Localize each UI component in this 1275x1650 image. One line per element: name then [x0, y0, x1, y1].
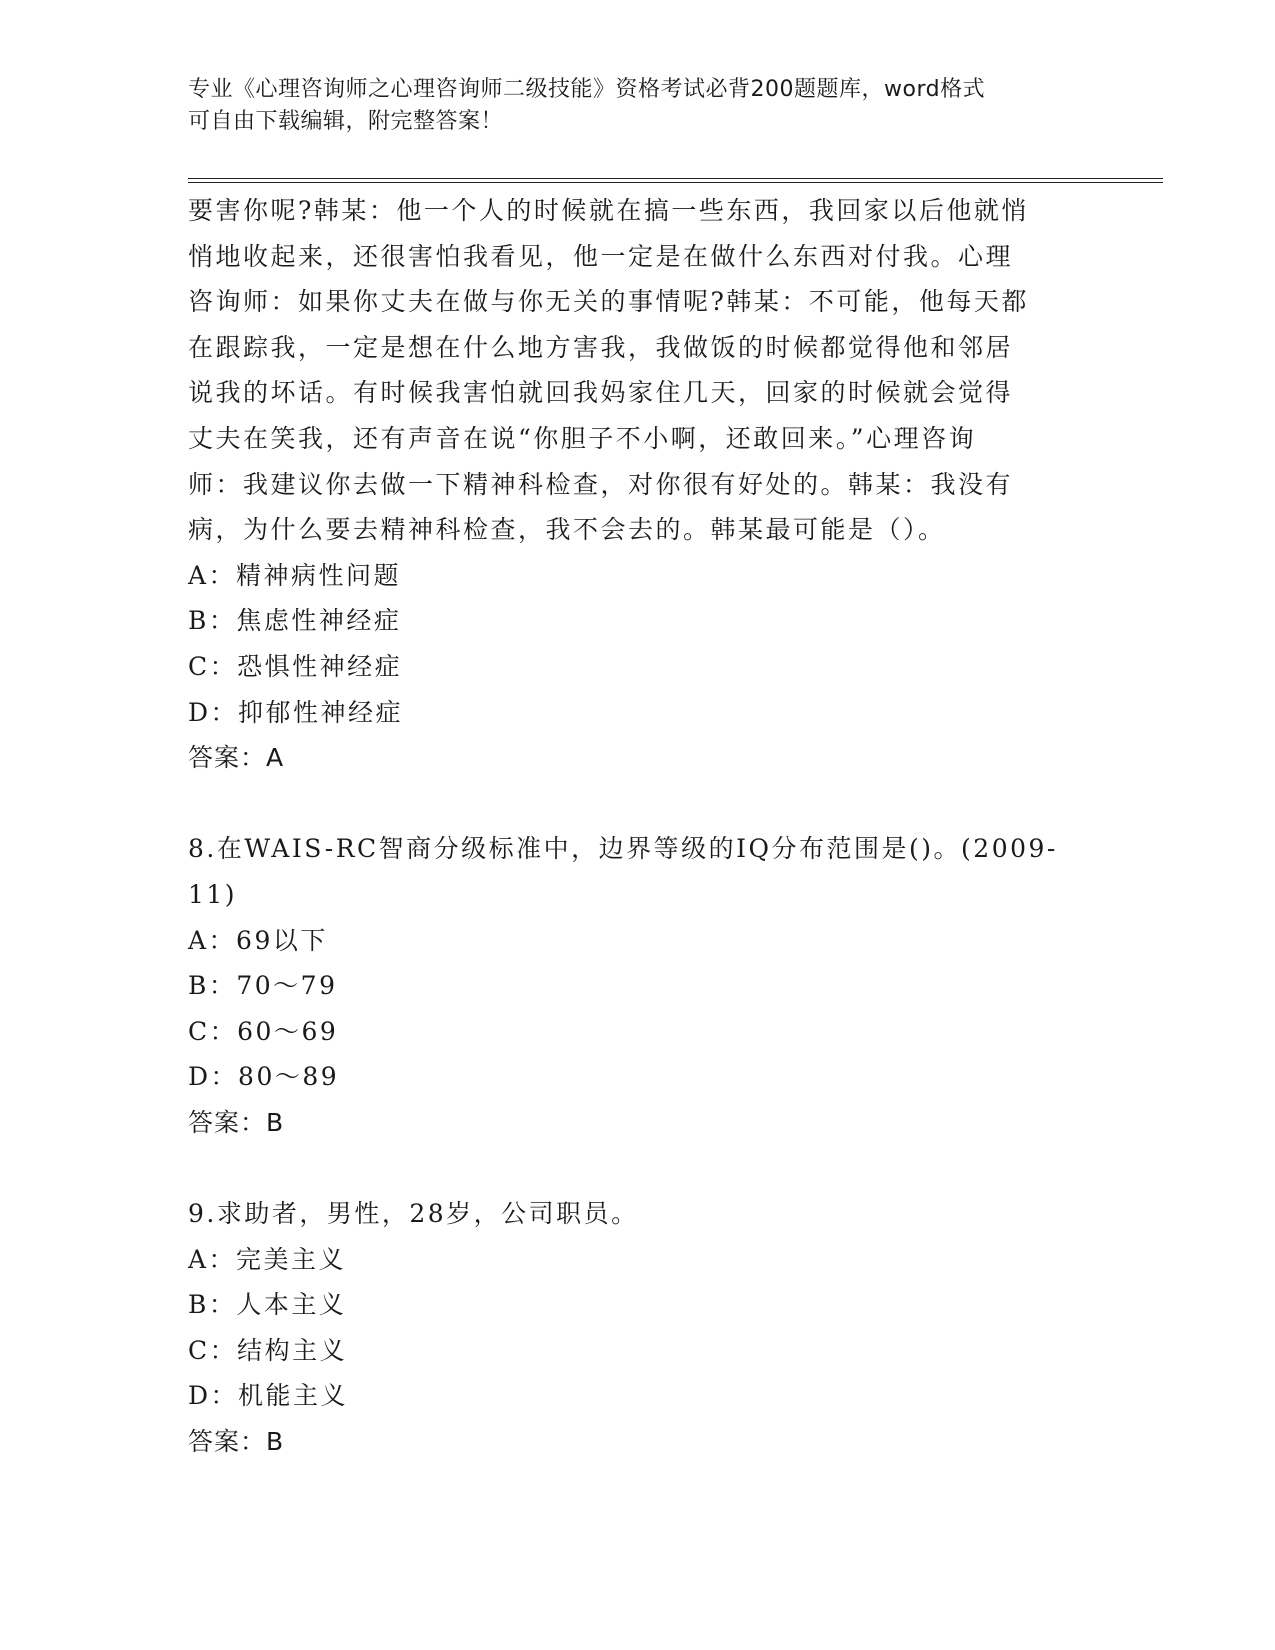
question-8-option-c: C：60～69: [188, 1016, 339, 1046]
question-7-stem-line: 悄地收起来，还很害怕我看见，他一定是在做什么东西对付我。心理: [188, 241, 1014, 271]
header-title-line-1: 专业《心理咨询师之心理咨询师二级技能》资格考试必背200题题库，word格式: [188, 77, 986, 102]
question-7-stem-line: 在跟踪我，一定是想在什么地方害我，我做饭的时候都觉得他和邻居: [188, 332, 1014, 362]
question-7-stem-line: 病，为什么要去精神科检查，我不会去的。韩某最可能是（）。: [188, 515, 946, 545]
question-9: [188, 1191, 1078, 1465]
header-double-rule: [188, 178, 1163, 183]
question-7-stem-line: 师：我建议你去做一下精神科检查，对你很有好处的。韩某：我没有: [188, 469, 1014, 499]
question-8-stem-line: 11): [188, 879, 238, 909]
question-8-option-d: D：80～89: [188, 1062, 340, 1092]
question-7-stem-line: 要害你呢?韩某：他一个人的时候就在搞一些东西，我回家以后他就悄: [188, 196, 1029, 225]
question-list: [188, 188, 1078, 1465]
question-7-option-c: C：恐惧性神经症: [188, 651, 403, 681]
question-9-option-d: D：机能主义: [188, 1381, 349, 1411]
question-7-stem-line: 说我的坏话。有时候我害怕就回我妈家住几天，回家的时候就会觉得: [188, 378, 1014, 408]
document-header: [188, 74, 1068, 138]
question-8-option-b: B：70～79: [188, 971, 338, 1001]
question-8-answer: 答案：B: [188, 1107, 285, 1137]
question-7-option-b: B：焦虑性神经症: [188, 606, 402, 636]
question-7-stem-line: 丈夫在笑我，还有声音在说“你胆子不小啊，还敢回来。”心理咨询: [188, 423, 977, 453]
question-8-option-a: A：69以下: [188, 925, 328, 955]
spacer: [188, 1145, 1078, 1191]
question-9-answer: 答案：B: [188, 1427, 285, 1457]
question-7-stem-line: 咨询师：如果你丈夫在做与你无关的事情呢?韩某：不可能，他每天都: [188, 287, 1029, 317]
question-9-option-c: C：结构主义: [188, 1335, 348, 1365]
header-title-line-2: 可自由下载编辑，附完整答案！: [188, 109, 504, 134]
question-7-option-a: A：精神病性问题: [188, 560, 402, 590]
question-7-answer: 答案：A: [188, 743, 285, 773]
spacer: [188, 781, 1078, 827]
question-7-option-d: D：抑郁性神经症: [188, 697, 404, 727]
question-9-stem-line: 9.求助者，男性，28岁，公司职员。: [188, 1199, 639, 1229]
question-9-option-b: B：人本主义: [188, 1290, 347, 1320]
question-8-stem-line: 8.在WAIS-RC智商分级标准中，边界等级的IQ分布范围是()。(2009-: [188, 834, 1058, 864]
question-8: [188, 826, 1078, 1145]
question-7: [188, 188, 1078, 781]
question-9-option-a: A：完美主义: [188, 1244, 347, 1274]
